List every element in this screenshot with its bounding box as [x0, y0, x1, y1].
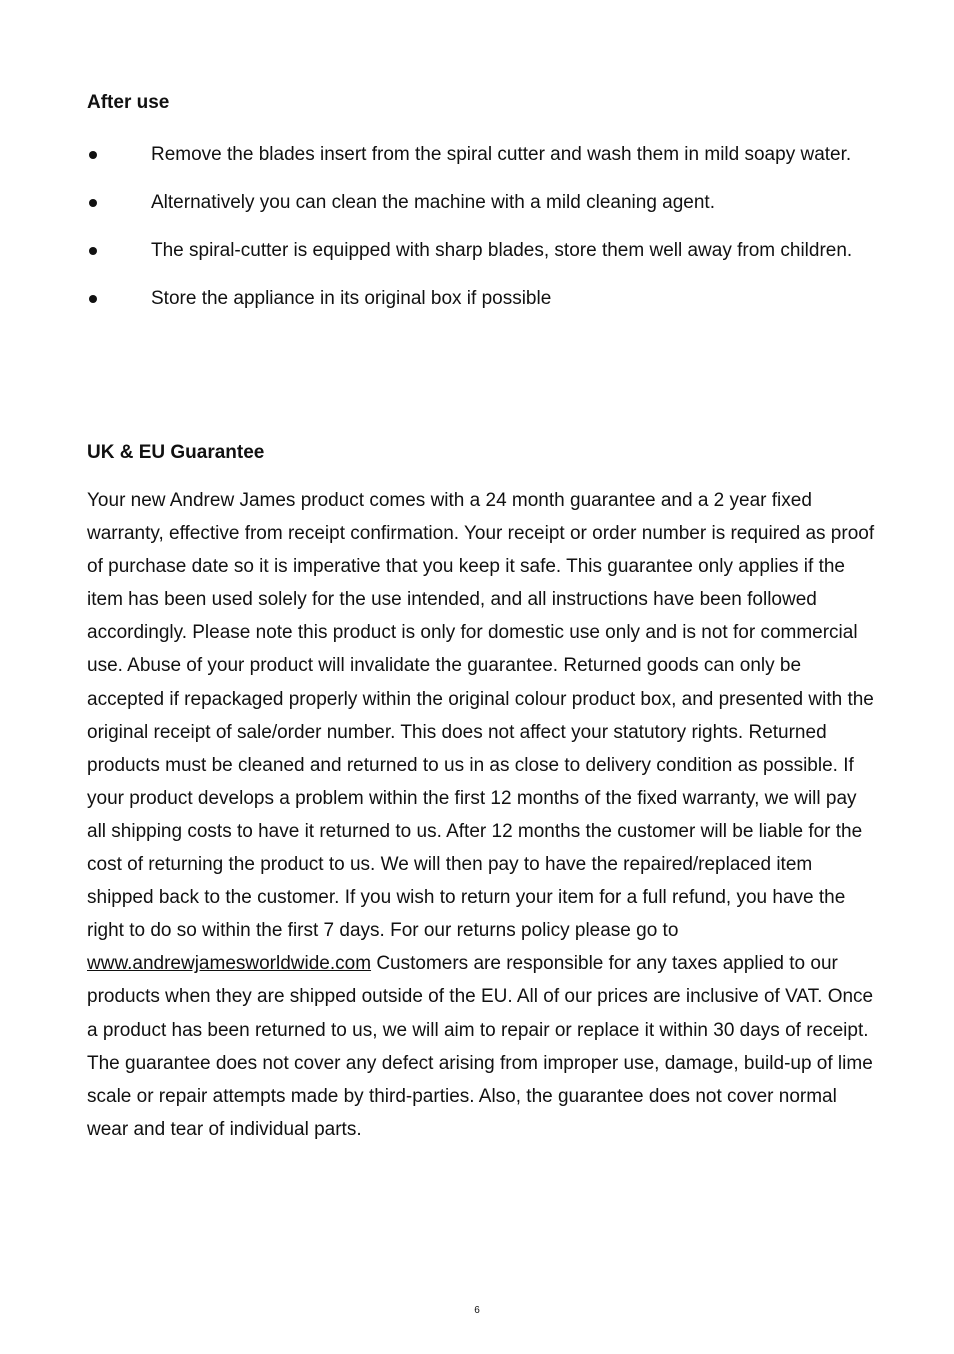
guarantee-paragraph — [87, 484, 877, 1146]
after-use-heading: After use — [87, 92, 170, 113]
list-item — [87, 282, 877, 315]
page-number: 6 — [474, 1305, 480, 1316]
list-item-text: Alternatively you can clean the machine with a mild cleaning agent. — [151, 192, 715, 213]
list-item — [87, 186, 877, 219]
list-item-text: Remove the blades insert from the spiral cutter and wash them in mild soapy water. — [151, 144, 852, 165]
guarantee-text-part1: Your new Andrew James product comes with a 24 month guarantee and a 2 year fixed warranty, effective from receipt confirmation. Your receipt or order number is required as proof of purchase date so it is imperative that you keep it safe. This guarantee only applies if the item has been used solely for the use intended, and all instructions have been followed accordingly. Please note this product is only for domestic use only and is not for commercial use. Abuse of your product will invalidate the guarantee. Returned goods can only be accepted if repackaged properly within the original colour product box, and presented with the original receipt of sale/order number. This does not affect your statutory rights. Returned products must be cleaned and returned to us in as close to delivery condition as possible. If your product develops a problem within the first 12 months of the fixed warranty, we will pay all shipping costs to have it returned to us. After 12 months the customer will be liable for the cost of returning the product to us. We will then pay to have the repaired/replaced item shipped back to the customer. If you wish to return your item for a full refund, you have the right to do so within the first 7 days. For our returns policy please go to — [87, 490, 875, 942]
list-item — [87, 234, 877, 267]
list-item — [87, 138, 877, 171]
after-use-list — [87, 138, 877, 330]
list-item-text: Store the appliance in its original box if possible — [151, 288, 552, 309]
bullet-icon — [89, 247, 97, 255]
guarantee-heading: UK & EU Guarantee — [87, 442, 265, 463]
guarantee-text-part2: Customers are responsible for any taxes applied to our products when they are shipped outside of the EU. All of our prices are inclusive of VAT. Once a product has been returned to us, we will aim to repair or replace it within 30 days of receipt. The guarantee does not cover any defect arising from improper use, damage, build-up of lime scale or repair attempts made by third-parties. Also, the guarantee does not cover normal wear and tear of individual parts. — [87, 953, 874, 1140]
document-page — [87, 0, 877, 1354]
list-item-text: The spiral-cutter is equipped with sharp blades, store them well away from children. — [151, 240, 853, 261]
returns-policy-link[interactable]: www.andrewjamesworldwide.com — [87, 953, 372, 975]
bullet-icon — [89, 199, 97, 207]
bullet-icon — [89, 151, 97, 159]
bullet-icon — [89, 295, 97, 303]
